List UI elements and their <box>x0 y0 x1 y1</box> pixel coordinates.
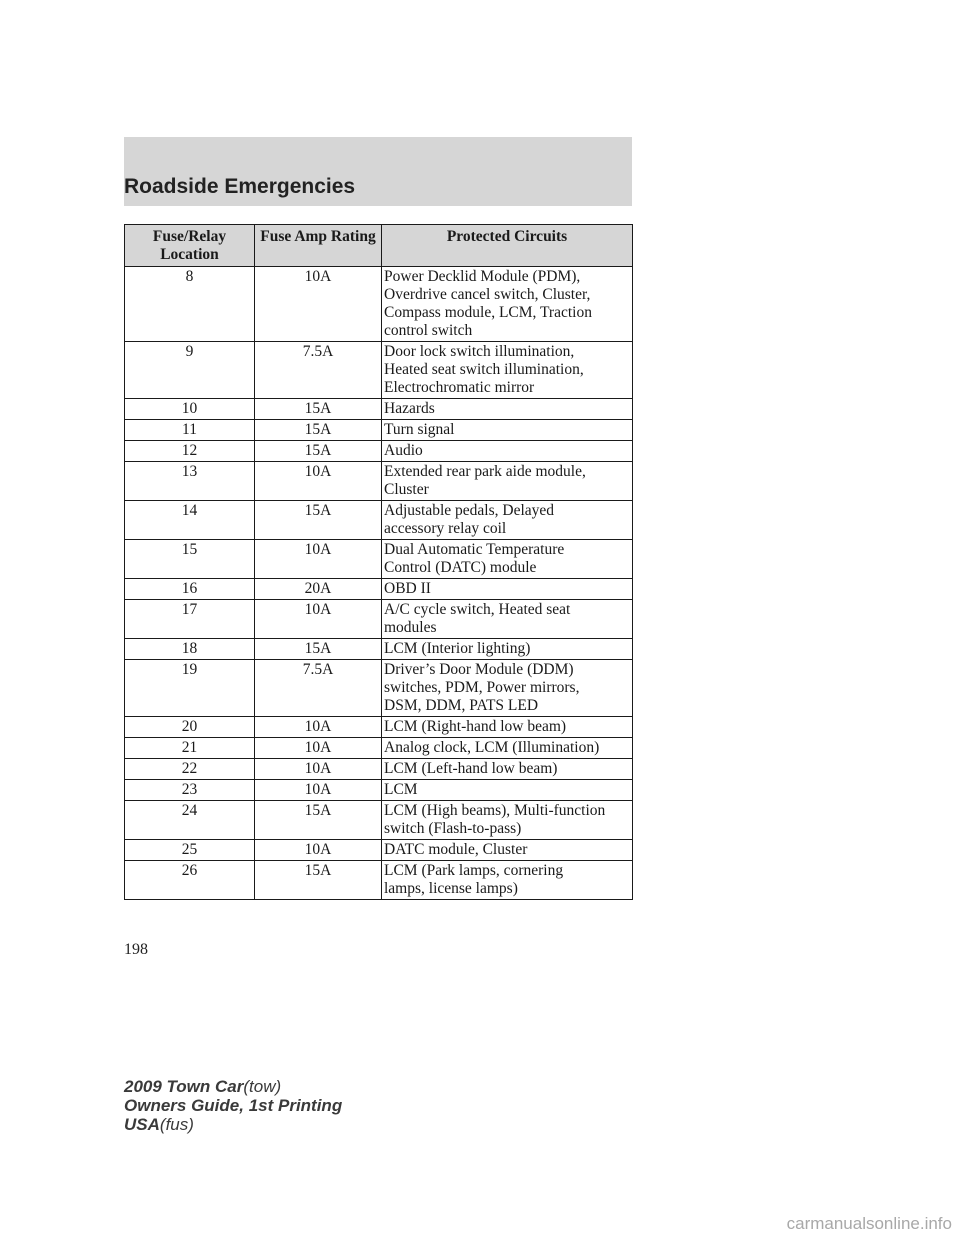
circuit-line: control switch <box>384 322 473 339</box>
protected-circuits-cell <box>382 759 633 780</box>
circuit-line: Extended rear park aide module, <box>384 463 586 480</box>
fuse-location-cell: 13 <box>125 462 255 501</box>
fuse-rating-cell: 10A <box>255 738 382 759</box>
protected-circuits-cell <box>382 501 633 540</box>
table-header-row <box>125 225 633 267</box>
page-number: 198 <box>124 941 148 958</box>
footer-market-code: (fus) <box>159 1115 194 1134</box>
protected-circuits-cell <box>382 462 633 501</box>
table-row <box>125 579 633 600</box>
circuit-line: Heated seat switch illumination, <box>384 361 584 378</box>
fuse-location-cell: 11 <box>125 420 255 441</box>
circuit-line: Hazards <box>384 400 435 417</box>
fuse-location-cell: 8 <box>125 267 255 342</box>
protected-circuits-cell <box>382 660 633 717</box>
fuse-location-cell: 17 <box>125 600 255 639</box>
table-row <box>125 660 633 717</box>
footer-edition: Owners Guide, 1st Printing <box>124 1096 343 1115</box>
protected-circuits-cell <box>382 801 633 840</box>
fuse-table <box>124 224 633 900</box>
fuse-location-cell: 20 <box>125 717 255 738</box>
circuit-line: lamps, license lamps) <box>384 880 518 897</box>
circuit-line: switch (Flash-to-pass) <box>384 820 522 837</box>
fuse-location-cell: 19 <box>125 660 255 717</box>
table-row <box>125 399 633 420</box>
fuse-rating-cell: 10A <box>255 759 382 780</box>
table-row <box>125 717 633 738</box>
table-row <box>125 540 633 579</box>
fuse-rating-cell: 10A <box>255 840 382 861</box>
table-row <box>125 441 633 462</box>
circuit-line: OBD II <box>384 580 431 597</box>
table-row <box>125 501 633 540</box>
circuit-line: Adjustable pedals, Delayed <box>384 502 555 519</box>
fuse-location-cell: 14 <box>125 501 255 540</box>
fuse-location-cell: 24 <box>125 801 255 840</box>
protected-circuits-cell <box>382 420 633 441</box>
fuse-location-cell: 15 <box>125 540 255 579</box>
fuse-location-cell: 10 <box>125 399 255 420</box>
circuit-line: LCM <box>384 781 418 798</box>
table-row <box>125 780 633 801</box>
section-title: Roadside Emergencies <box>124 175 356 198</box>
table-row <box>125 639 633 660</box>
fuse-rating-cell: 15A <box>255 399 382 420</box>
circuit-line: Electrochromatic mirror <box>384 379 535 396</box>
circuit-line: LCM (High beams), Multi-function <box>384 802 606 819</box>
fuse-location-cell: 26 <box>125 861 255 900</box>
protected-circuits-cell <box>382 579 633 600</box>
document-footer <box>124 1077 342 1134</box>
protected-circuits-cell <box>382 540 633 579</box>
protected-circuits-cell <box>382 738 633 759</box>
fuse-rating-cell: 15A <box>255 861 382 900</box>
fuse-rating-cell: 10A <box>255 600 382 639</box>
circuit-line: A/C cycle switch, Heated seat <box>384 601 571 618</box>
circuit-line: Power Decklid Module (PDM), <box>384 268 581 285</box>
table-row <box>125 420 633 441</box>
protected-circuits-cell <box>382 861 633 900</box>
fuse-rating-cell: 7.5A <box>255 342 382 399</box>
fuse-rating-cell: 15A <box>255 801 382 840</box>
circuit-line: Door lock switch illumination, <box>384 343 575 360</box>
footer-model: 2009 Town Car <box>124 1077 244 1096</box>
fuse-rating-cell: 15A <box>255 420 382 441</box>
protected-circuits-cell <box>382 780 633 801</box>
fuse-rating-cell: 15A <box>255 501 382 540</box>
circuit-line: Turn signal <box>384 421 455 438</box>
fuse-rating-cell: 15A <box>255 441 382 462</box>
table-row <box>125 801 633 840</box>
footer-line-3 <box>124 1115 342 1134</box>
fuse-table-body <box>125 267 633 900</box>
circuit-line: Analog clock, LCM (Illumination) <box>384 739 600 756</box>
table-row <box>125 840 633 861</box>
protected-circuits-cell <box>382 840 633 861</box>
table-row <box>125 462 633 501</box>
fuse-rating-cell: 10A <box>255 540 382 579</box>
table-row <box>125 600 633 639</box>
fuse-location-cell: 16 <box>125 579 255 600</box>
protected-circuits-cell <box>382 441 633 462</box>
circuit-line: accessory relay coil <box>384 520 507 537</box>
fuse-location-cell: 12 <box>125 441 255 462</box>
column-header-rating: Fuse Amp Rating <box>255 225 382 267</box>
fuse-location-cell: 22 <box>125 759 255 780</box>
protected-circuits-cell <box>382 267 633 342</box>
protected-circuits-cell <box>382 399 633 420</box>
fuse-location-cell: 18 <box>125 639 255 660</box>
protected-circuits-cell <box>382 600 633 639</box>
circuit-line: switches, PDM, Power mirrors, <box>384 679 580 696</box>
circuit-line: LCM (Left-hand low beam) <box>384 760 558 777</box>
fuse-rating-cell: 20A <box>255 579 382 600</box>
protected-circuits-cell <box>382 639 633 660</box>
fuse-rating-cell: 10A <box>255 717 382 738</box>
table-row <box>125 342 633 399</box>
column-header-location: Fuse/Relay Location <box>125 225 255 267</box>
circuit-line: LCM (Interior lighting) <box>384 640 531 657</box>
column-header-circuits: Protected Circuits <box>382 225 633 267</box>
circuit-line: Cluster <box>384 481 429 498</box>
table-row <box>125 759 633 780</box>
footer-model-code: (tow) <box>243 1077 282 1096</box>
circuit-line: Dual Automatic Temperature <box>384 541 565 558</box>
table-row <box>125 738 633 759</box>
circuit-line: modules <box>384 619 437 636</box>
fuse-location-cell: 25 <box>125 840 255 861</box>
circuit-line: DSM, DDM, PATS LED <box>384 697 539 714</box>
fuse-location-cell: 23 <box>125 780 255 801</box>
table-row <box>125 267 633 342</box>
circuit-line: LCM (Park lamps, cornering <box>384 862 564 879</box>
circuit-line: DATC module, Cluster <box>384 841 528 858</box>
fuse-rating-cell: 10A <box>255 780 382 801</box>
fuse-rating-cell: 15A <box>255 639 382 660</box>
fuse-rating-cell: 10A <box>255 462 382 501</box>
fuse-location-cell: 9 <box>125 342 255 399</box>
fuse-rating-cell: 7.5A <box>255 660 382 717</box>
circuit-line: Compass module, LCM, Traction <box>384 304 592 321</box>
circuit-line: Overdrive cancel switch, Cluster, <box>384 286 591 303</box>
circuit-line: LCM (Right-hand low beam) <box>384 718 567 735</box>
watermark: carmanualsonline.info <box>786 1214 952 1233</box>
circuit-line: Control (DATC) module <box>384 559 537 576</box>
fuse-location-cell: 21 <box>125 738 255 759</box>
circuit-line: Driver’s Door Module (DDM) <box>384 661 574 678</box>
circuit-line: Audio <box>384 442 423 459</box>
table-row <box>125 861 633 900</box>
footer-market: USA <box>124 1115 160 1134</box>
protected-circuits-cell <box>382 342 633 399</box>
protected-circuits-cell <box>382 717 633 738</box>
fuse-rating-cell: 10A <box>255 267 382 342</box>
footer-line-1 <box>124 1077 342 1096</box>
